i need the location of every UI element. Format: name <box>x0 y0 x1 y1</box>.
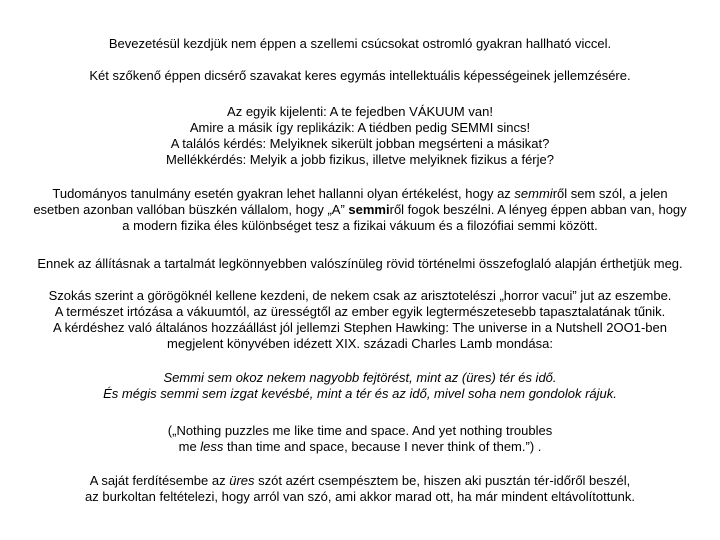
scientific-line: a modern fizika éles különbséget tesz a fizikai vákuum és a filozófiai semmi között. <box>122 218 598 233</box>
english-quote <box>0 423 720 455</box>
history-intro-paragraph <box>0 256 720 272</box>
greek-line: A kérdéshez való általános hozzáállást jól jellemzi Stephen Hawking: The universe in a Nutshell 2OO1-ben <box>53 320 667 335</box>
intro-paragraph <box>0 36 720 52</box>
setup-text: Két szőkenő éppen dicsérő szavakat keres egymás intellektuális képességeinek jellemzésére. <box>89 68 631 83</box>
greek-line: A természet irtózása a vákuumtól, az ürességtől az ember egyik legtermészetesebb tapasztalatának tűnik. <box>54 304 666 319</box>
closing-paragraph <box>0 473 720 505</box>
hungarian-quote <box>0 370 720 402</box>
text-run: than time and space, because I never think of them.”) . <box>223 439 542 454</box>
text-run: me <box>178 439 201 454</box>
quote-line: Semmi sem okoz nekem nagyobb fejtörést, mint az (üres) tér és idő. <box>163 370 557 385</box>
scientific-line <box>0 202 720 218</box>
joke-line: Amire a másik így replikázik: A tiédben pedig SEMMI sincs! <box>189 120 531 135</box>
scientific-paragraph <box>0 186 720 234</box>
text-run: ről sem szól, a jelen <box>552 186 668 201</box>
text-run: Tudományos tanulmány esetén gyakran lehet hallanni olyan értékelést, hogy az <box>52 186 515 201</box>
quote-line <box>0 439 720 455</box>
joke-line: A találós kérdés: Melyiknek sikerült jobban megsérteni a másikat? <box>170 136 550 151</box>
joke-line: Mellékkérdés: Melyik a jobb fizikus, illetve melyiknek fizikus a férje? <box>166 152 554 167</box>
text-run: A saját ferdítésembe az <box>89 473 230 488</box>
text-run: szót azért csempésztem be, hiszen aki pusztán tér-időről beszél, <box>254 473 631 488</box>
emphasis-ures: üres <box>229 473 255 488</box>
bold-semmi: semmi <box>348 202 390 217</box>
joke-line: Az egyik kijelenti: A te fejedben VÁKUUM van! <box>227 104 493 119</box>
emphasis-semmi: semmi <box>514 186 553 201</box>
intro-text: Bevezetésül kezdjük nem éppen a szellemi csúcsokat ostromló gyakran hallható viccel. <box>108 36 612 51</box>
text-run: ről fogok beszélni. A lényeg éppen abban van, hogy <box>389 202 687 217</box>
scientific-line <box>0 186 720 202</box>
closing-line: az burkoltan feltételezi, hogy arról van szó, ami akkor marad ott, ha már mindent eltávolítottunk. <box>85 489 635 504</box>
quote-line: És mégis semmi sem izgat kevésbé, mint a tér és az idő, mivel soha nem gondolok rájuk. <box>103 386 617 401</box>
quote-line: („Nothing puzzles me like time and space. And yet nothing troubles <box>167 423 553 438</box>
history-intro-text: Ennek az állításnak a tartalmát legkönnyebben valószínüleg rövid történelmi összefoglaló alapján érthetjük meg. <box>37 256 683 271</box>
emphasis-less: less <box>200 439 224 454</box>
greek-line: megjelent könyvében idézett XIX. századi Charles Lamb mondása: <box>167 336 553 351</box>
joke-paragraph <box>0 104 720 168</box>
setup-paragraph <box>0 68 720 84</box>
text-run: esetben azonban vallóban büszkén vállalom, hogy „A” <box>33 202 349 217</box>
closing-line <box>0 473 720 489</box>
greek-line: Szokás szerint a görögöknél kellene kezdeni, de nekem csak az arisztotelészi „horror vacui” jut az eszembe. <box>48 288 672 303</box>
greek-paragraph <box>0 288 720 352</box>
